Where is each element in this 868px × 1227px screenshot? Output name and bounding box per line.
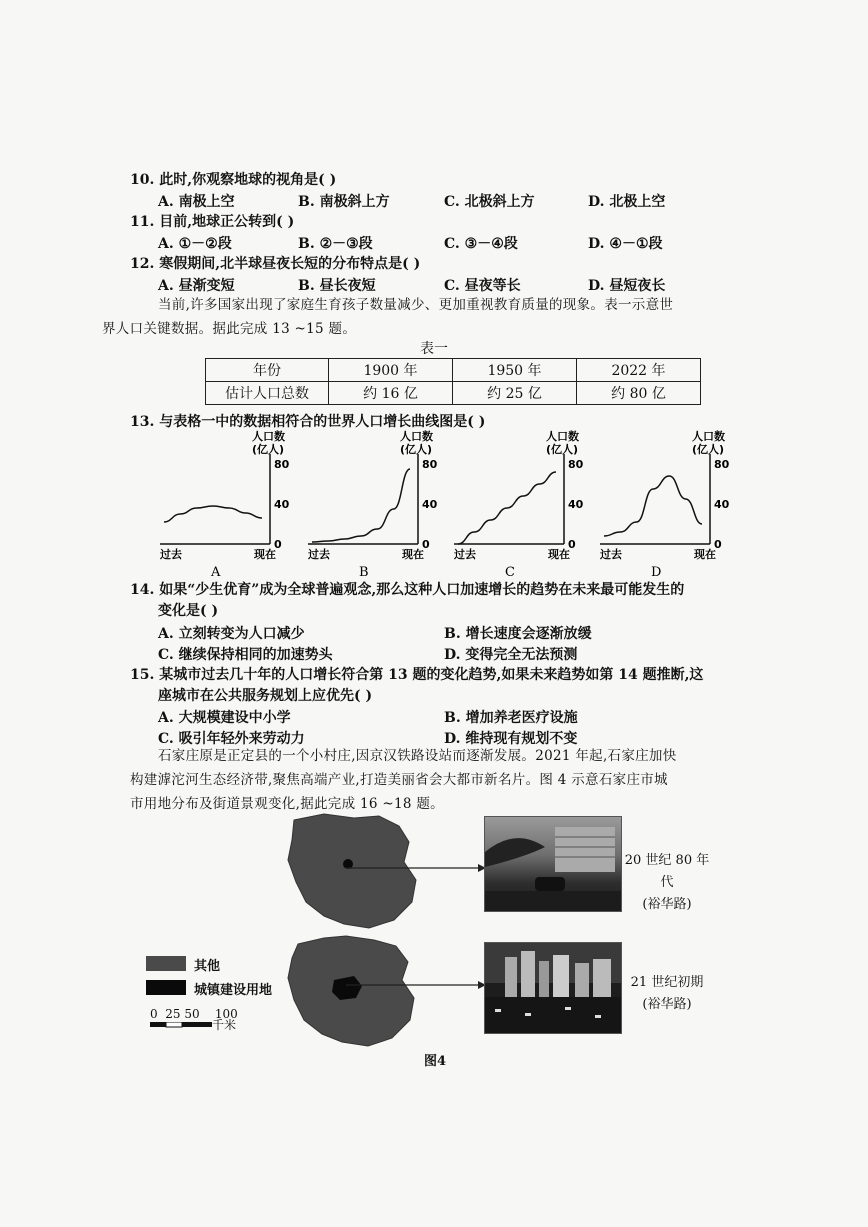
series-line: [164, 506, 262, 522]
y-axis-label: 人口数: [252, 430, 285, 443]
population-table: [205, 358, 701, 405]
y-tick-label: 0: [274, 538, 282, 551]
x-label-now: 现在: [254, 548, 276, 561]
y-tick-label: 0: [714, 538, 722, 551]
table-cell: 1900 年: [329, 359, 453, 382]
y-axis-label: 人口数: [546, 430, 579, 443]
chart-option-letter: C: [505, 565, 515, 580]
chart-D: [600, 430, 750, 580]
intro-paragraph-1: [102, 293, 742, 341]
scale-bar: [150, 1022, 212, 1028]
intro2-line-3: 市用地分布及街道景观变化,据此完成 16 ~18 题。: [130, 796, 444, 812]
q11-option-a[interactable]: A. ①－②段: [158, 236, 232, 252]
y-tick-label: 0: [568, 538, 576, 551]
photo-2-caption-line2: (裕华路): [642, 997, 692, 1012]
chart-svg-D: [600, 430, 750, 580]
question-11-stem: 11. 目前,地球正公转到( ): [130, 214, 295, 230]
chart-axes: [600, 454, 710, 544]
question-14-stem-line1: 14. 如果“少生优育”成为全球普遍观念,那么这种人口加速增长的趋势在未来最可能发生的: [130, 582, 685, 598]
y-tick-label: 40: [568, 498, 584, 511]
y-axis-unit: (亿人): [252, 443, 285, 456]
table-cell: 约 25 亿: [453, 382, 577, 405]
q12-option-b[interactable]: B. 昼长夜短: [298, 278, 376, 294]
chart-C: [454, 430, 604, 580]
x-label-now: 现在: [402, 548, 424, 561]
chart-option-letter: A: [211, 565, 221, 580]
table-cell: 2022 年: [577, 359, 701, 382]
chart-option-letter: D: [651, 565, 662, 580]
series-line: [458, 472, 556, 544]
table-cell: 约 16 亿: [329, 382, 453, 405]
q11-option-b[interactable]: B. ②－③段: [298, 236, 373, 252]
q11-option-d[interactable]: D. ④－①段: [588, 236, 663, 252]
intro1-line-2: 界人口关键数据。据此完成 13 ~15 题。: [102, 321, 357, 337]
y-tick-label: 0: [422, 538, 430, 551]
chart-axes: [308, 454, 418, 544]
question-13-stem: 13. 与表格一中的数据相符合的世界人口增长曲线图是( ): [130, 414, 486, 430]
legend-swatch-other: [146, 956, 186, 971]
q12-option-a[interactable]: A. 昼渐变短: [158, 278, 235, 294]
legend-swatch-urban: [146, 980, 186, 995]
arrow-to-photo-1: [346, 856, 486, 876]
y-axis-unit: (亿人): [546, 443, 579, 456]
legend-label-urban: 城镇建设用地: [194, 983, 273, 998]
chart-option-letter: B: [359, 565, 369, 580]
y-axis-label: 人口数: [400, 430, 433, 443]
table-row: [206, 382, 701, 405]
table-header-row: [206, 359, 701, 382]
y-tick-label: 80: [568, 458, 584, 471]
photo-1-caption: [622, 850, 712, 916]
y-axis-unit: (亿人): [692, 443, 725, 456]
q11-option-c[interactable]: C. ③－④段: [444, 236, 518, 252]
intro1-line-1: 当前,许多国家出现了家庭生育孩子数量减少、更加重视教育质量的现象。表一示意世: [158, 297, 674, 313]
table-cell: 1950 年: [453, 359, 577, 382]
chart-svg-B: [308, 430, 458, 580]
table-cell: 估计人口总数: [206, 382, 329, 405]
q14-option-d[interactable]: D. 变得完全无法预测: [444, 647, 578, 663]
question-10-stem: 10. 此时,你观察地球的视角是( ): [130, 172, 337, 188]
x-label-past: 过去: [160, 548, 182, 561]
x-label-past: 过去: [600, 548, 622, 561]
x-label-now: 现在: [548, 548, 570, 561]
table-caption: 表一: [420, 341, 448, 357]
street-photo-2000s: [484, 942, 622, 1034]
q14-option-b[interactable]: B. 增长速度会逐渐放缓: [444, 626, 592, 642]
series-line: [312, 469, 410, 542]
chart-B: [308, 430, 458, 580]
chart-svg-C: [454, 430, 604, 580]
x-label-past: 过去: [454, 548, 476, 561]
question-15-stem-line1: 15. 某城市过去几十年的人口增长符合第 13 题的变化趋势,如果未来趋势如第 14 题推断,这: [130, 667, 704, 683]
q10-option-a[interactable]: A. 南极上空: [158, 194, 235, 210]
q15-option-d[interactable]: D. 维持现有规划不变: [444, 731, 578, 747]
q10-option-d[interactable]: D. 北极上空: [588, 194, 666, 210]
x-label-now: 现在: [694, 548, 716, 561]
y-axis-unit: (亿人): [400, 443, 433, 456]
photo-2-caption: [622, 972, 712, 1016]
x-label-past: 过去: [308, 548, 330, 561]
chart-axes: [160, 454, 270, 544]
chart-A: [160, 430, 310, 580]
legend-label-other: 其他: [194, 959, 221, 974]
intro-paragraph-2: [130, 744, 742, 816]
q15-option-c[interactable]: C. 吸引年轻外来劳动力: [158, 731, 305, 747]
q10-option-b[interactable]: B. 南极斜上方: [298, 194, 390, 210]
chart-svg-A: [160, 430, 310, 580]
y-tick-label: 40: [274, 498, 290, 511]
intro2-line-2: 构建滹沱河生态经济带,聚焦高端产业,打造美丽省会大都市新名片。图 4 示意石家庄市城: [130, 772, 668, 788]
y-tick-label: 80: [422, 458, 438, 471]
chart-axes: [454, 454, 564, 544]
arrow-to-photo-2: [346, 975, 486, 995]
q10-option-c[interactable]: C. 北极斜上方: [444, 194, 535, 210]
intro2-line-1: 石家庄原是正定县的一个小村庄,因京汉铁路设站而逐渐发展。2021 年起,石家庄加快: [158, 748, 677, 764]
y-tick-label: 80: [714, 458, 730, 471]
table-cell: 约 80 亿: [577, 382, 701, 405]
q12-option-c[interactable]: C. 昼夜等长: [444, 278, 521, 294]
scale-ticks: 0 25 50 100: [150, 1007, 238, 1021]
series-line: [604, 476, 702, 536]
street-photo-1980s: [484, 816, 622, 912]
q15-option-b[interactable]: B. 增加养老医疗设施: [444, 710, 578, 726]
figure-4-caption: 图4: [424, 1054, 447, 1069]
y-tick-label: 40: [714, 498, 730, 511]
q14-option-c[interactable]: C. 继续保持相同的加速势头: [158, 647, 333, 663]
question-15-stem-line2: 座城市在公共服务规划上应优先( ): [158, 688, 373, 704]
table-cell: 年份: [206, 359, 329, 382]
question-14-stem-line2: 变化是( ): [158, 603, 219, 619]
y-tick-label: 40: [422, 498, 438, 511]
photo-1-caption-line2: (裕华路): [642, 897, 692, 912]
q14-option-a[interactable]: A. 立刻转变为人口减少: [158, 626, 305, 642]
y-axis-label: 人口数: [692, 430, 725, 443]
q15-option-a[interactable]: A. 大规模建设中小学: [158, 710, 291, 726]
q12-option-d[interactable]: D. 昼短夜长: [588, 278, 666, 294]
photo-2-caption-line1: 21 世纪初期: [630, 975, 704, 990]
photo-1-caption-line1: 20 世纪 80 年代: [624, 853, 710, 890]
scale-unit: 千米: [212, 1018, 237, 1032]
question-12-stem: 12. 寒假期间,北半球昼夜长短的分布特点是( ): [130, 256, 421, 272]
y-tick-label: 80: [274, 458, 290, 471]
